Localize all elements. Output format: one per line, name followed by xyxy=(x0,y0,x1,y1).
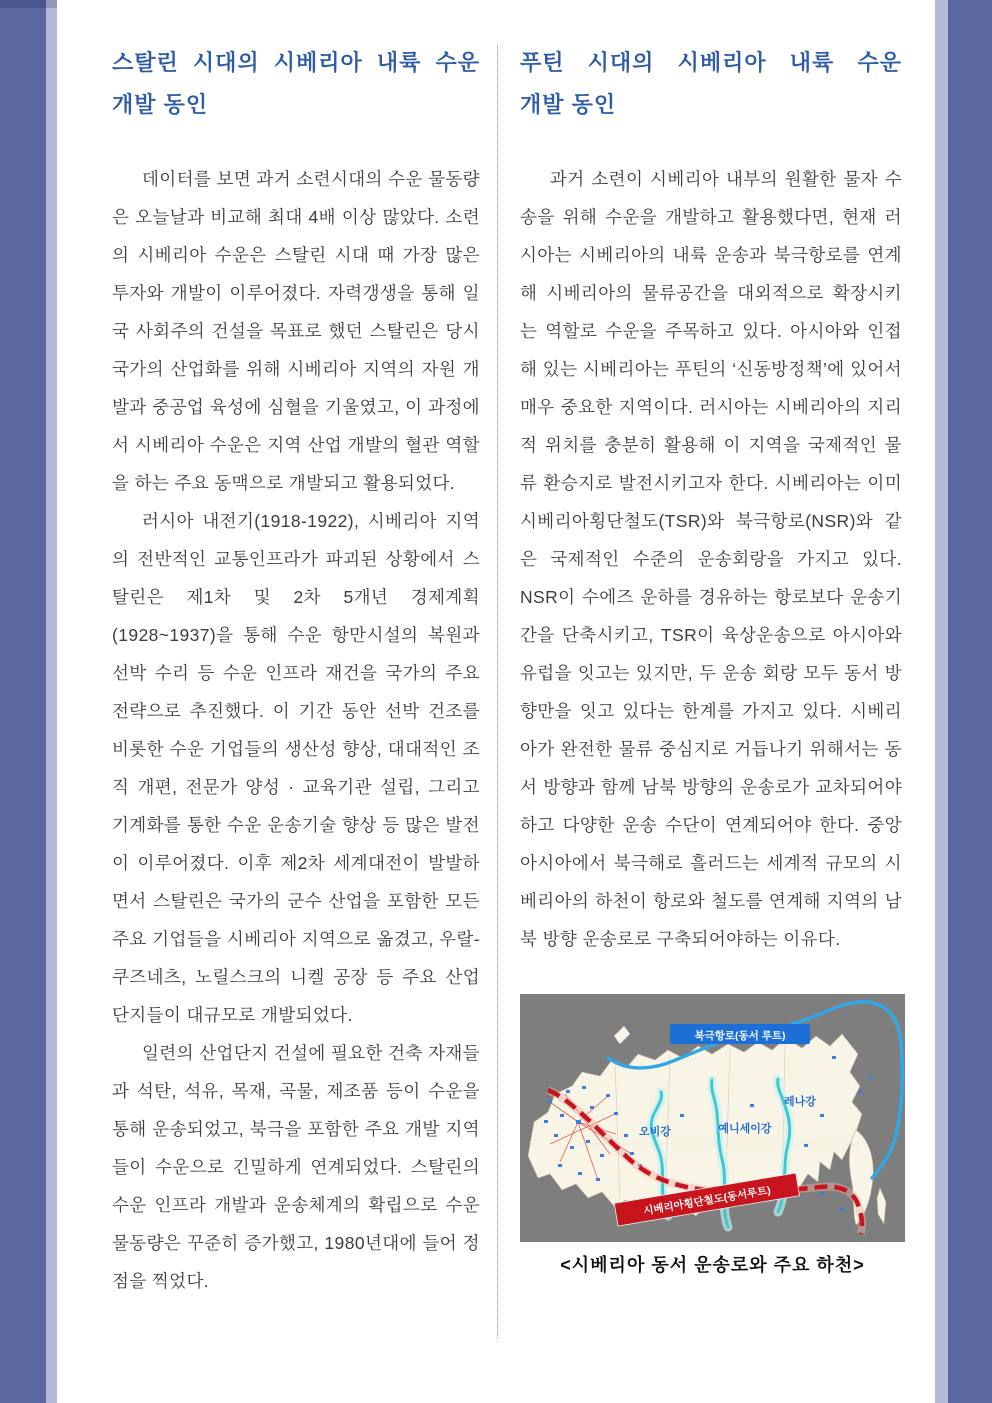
paragraph: 과거 소련이 시베리아 내부의 원활한 물자 수송을 위해 수운을 개발하고 활용했다면, 현재 러시아는 시베리아의 내륙 운송과 북극항로를 연계해 시베리아의 물류공간을 대외적으로 확장시키는 역할로 수운을 주목하고 있다. 아시아와 인접해 있는 시베리아는 푸틴의 ‘신동방정책’에 있어서 매우 중요한 지역이다. 러시아는 시베리아의 지리적 위치를 충분히 활용해 이 지역을 국제적인 물류 환승지로 발전시키고자 한다. 시베리아는 이미 시베리아횡단철도(TSR)와 북극항로(NSR)와 같은 국제적인 수준의 운송회랑을 가지고 있다. NSR이 수에즈 운하를 경유하는 항로보다 운송기간을 단축시키고, TSR이 육상운송으로 아시아와 유럽을 잇고는 있지만, 두 운송 회랑 모두 동서 방향만을 잇고 있다는 한계를 가지고 있다. 시베리아가 완전한 물류 중심지로 거듭나기 위해서는 동서 방향과 함께 남북 방향의 운송로가 교차되어야 하고 다양한 운송 수단이 연계되어야 한다. 중앙아시아에서 북극해로 흘러드는 세계적 규모의 시베리아의 하천이 항로와 철도를 연계해 지역의 남북 방향 운송로로 구축되어야하는 이유다. xyxy=(520,169,902,949)
svg-text:시베리아횡단철도(동서루트): 시베리아횡단철도(동서루트) xyxy=(642,1184,772,1218)
left-column-heading xyxy=(112,42,480,126)
left-column xyxy=(112,42,480,1300)
ob-river-label: 오비강 xyxy=(639,1126,671,1138)
left-heading-line1: 스탈린 시대의 시베리아 내륙 수운 xyxy=(112,50,480,75)
russia-map xyxy=(520,994,905,1242)
siberia-routes-map-figure xyxy=(520,994,905,1242)
yenisei-river-label: 예니세이강 xyxy=(718,1123,772,1135)
right-column-body xyxy=(520,160,902,958)
paragraph: 러시아 내전기(1918-1922), 시베리아 지역의 전반적인 교통인프라가 파괴된 상황에서 스탈린은 제1차 및 2차 5개년 경제계획 (1928~1937)을 통해 수운 항만시설의 복원과 선박 수리 등 수운 인프라 재건을 국가의 주요 전략으로 추진했다. 이 기간 동안 선박 건조를 비롯한 수운 기업들의 생산성 향상, 대대적인 조직 개편, 전문가 양성 · 교육기관 설립, 그리고 기계화를 통한 수운 운송기술 향상 등 많은 발전이 이루어졌다. 이후 제2차 세계대전이 발발하면서 스탈린은 국가의 군수 산업을 포함한 모든 주요 기업들을 시베리아 지역으로 옮겼고, 우랄-쿠즈네츠, 노릴스크의 니켈 공장 등 주요 산업 단지들이 대규모로 개발되었다. xyxy=(112,511,480,1025)
right-heading-line2: 개발 동인 xyxy=(520,92,617,117)
left-side-bar-top-cap xyxy=(0,0,57,8)
right-column-heading xyxy=(520,42,902,126)
left-side-bar-light xyxy=(46,0,57,1403)
figure-caption: <시베리아 동서 운송로와 주요 하천> xyxy=(560,1255,865,1275)
left-side-bar-dark xyxy=(0,0,46,1403)
right-side-bar-light xyxy=(935,0,948,1403)
right-column xyxy=(520,42,902,1277)
column-divider-dotted-line xyxy=(497,45,498,1338)
right-side-bar-dark xyxy=(948,0,992,1403)
paragraph: 일련의 산업단지 건설에 필요한 건축 자재들과 석탄, 석유, 목재, 곡물, 제조품 등이 수운을 통해 운송되었고, 북극을 포함한 주요 개발 지역들이 수운으로 긴밀하게 연계되었다. 스탈린의 수운 인프라 개발과 운송체계의 확립으로 수운 물동량은 꾸준히 증가했고, 1980년대에 들어 정점을 찍었다. xyxy=(112,1043,480,1291)
paragraph: 데이터를 보면 과거 소련시대의 수운 물동량은 오늘날과 비교해 최대 4배 이상 많았다. 소련의 시베리아 수운은 스탈린 시대 때 가장 많은 투자와 개발이 이루어졌다. 자력갱생을 통해 일국 사회주의 건설을 목표로 했던 스탈린은 당시 국가의 산업화를 위해 시베리아 지역의 자원 개발과 중공업 육성에 심혈을 기울였고, 이 과정에서 시베리아 수운은 지역 산업 개발의 혈관 역할을 하는 주요 동맥으로 개발되고 활용되었다. xyxy=(112,169,480,493)
left-column-body xyxy=(112,160,480,1300)
arctic-route-label xyxy=(670,1024,810,1044)
lena-river-label: 레나강 xyxy=(784,1096,816,1108)
right-heading-line1: 푸틴 시대의 시베리아 내륙 수운 xyxy=(520,50,902,75)
left-heading-line2: 개발 동인 xyxy=(112,92,209,117)
svg-text:북극항로(동서 루트): 북극항로(동서 루트) xyxy=(694,1030,786,1042)
